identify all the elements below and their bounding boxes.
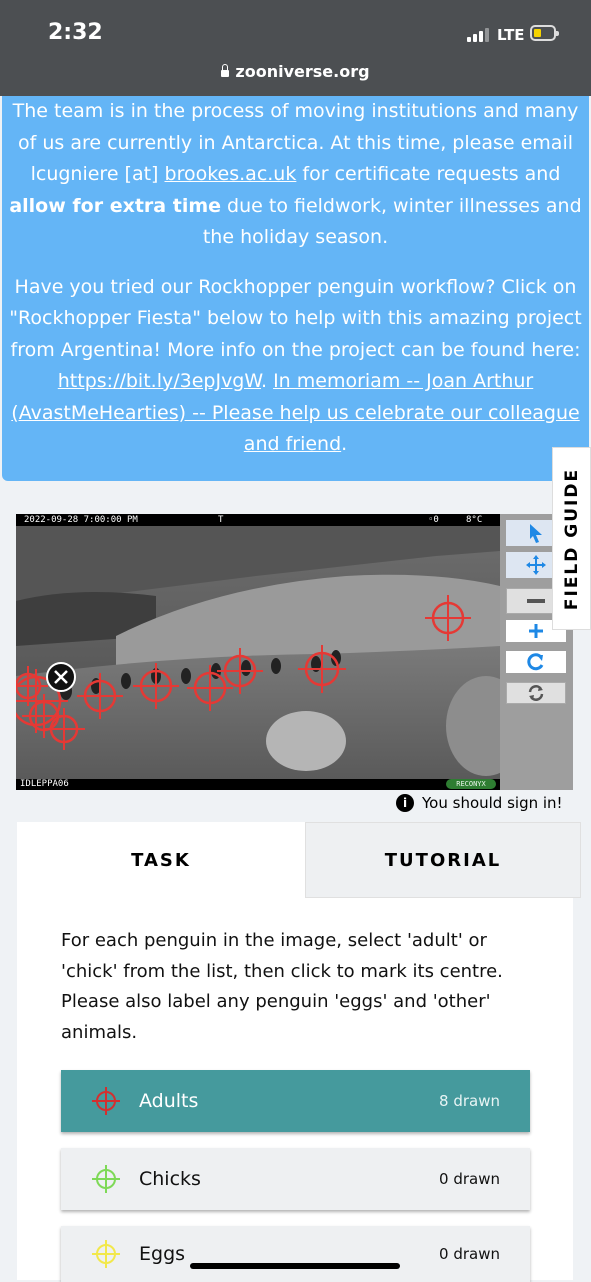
minus-icon xyxy=(527,598,545,604)
reset-button[interactable] xyxy=(506,682,566,704)
banner-text: Have you tried our Rockhopper penguin workflow? Click on "Rockhopper Fiesta" below to help with this amazing project from Argentina! More info on the project can be found here: xyxy=(9,275,582,361)
tool-chicks[interactable] xyxy=(61,1148,530,1210)
banner-text: . xyxy=(341,433,348,455)
banner-text: The team is in the process of moving institutions and many of us are currently in Antarctica. At this time, please email lcugniere [at] xyxy=(12,100,579,185)
tool-count: 0 drawn xyxy=(439,1245,500,1263)
clock: 2:32 xyxy=(48,20,103,45)
camera-temperature: 8°C xyxy=(466,515,483,525)
plus-icon xyxy=(528,623,544,639)
rotate-button[interactable] xyxy=(506,651,566,673)
announcement-banner xyxy=(2,96,589,481)
task-panel xyxy=(17,822,573,1280)
tool-adults[interactable] xyxy=(61,1070,530,1132)
url-text: zooniverse.org xyxy=(235,62,370,81)
crosshair-icon xyxy=(91,1164,121,1194)
tool-eggs[interactable] xyxy=(61,1226,530,1282)
crosshair-icon xyxy=(91,1086,121,1116)
banner-text: due to fieldwork, winter illnesses and the holiday season. xyxy=(202,194,582,248)
banner-paragraph-2 xyxy=(2,272,589,461)
sign-in-text: You should sign in! xyxy=(422,794,563,812)
network-type: LTE xyxy=(497,26,525,44)
lock-icon xyxy=(221,70,229,77)
banner-bold-text: allow for extra time xyxy=(9,194,222,217)
field-guide-tab[interactable] xyxy=(552,447,591,630)
signal-icon xyxy=(467,26,491,42)
task-instructions: For each penguin in the image, select 'adult' or 'chick' from the list, then click to mark its centre. Please also label any penguin 'eggs' and 'other' animals. xyxy=(61,930,503,1043)
home-indicator xyxy=(190,1263,400,1269)
camera-brand-logo: RECONYX xyxy=(446,779,496,789)
tab-tutorial[interactable]: TUTORIAL xyxy=(305,822,581,898)
email-domain-link[interactable]: brookes.ac.uk xyxy=(164,163,297,185)
camera-footer xyxy=(16,779,500,790)
project-info-link[interactable]: https://bit.ly/3epJvgW xyxy=(57,370,261,392)
status-bar xyxy=(0,0,591,96)
info-icon: i xyxy=(396,794,414,812)
subject-image-viewer[interactable] xyxy=(16,514,500,790)
close-icon xyxy=(48,664,74,690)
memoriam-link[interactable]: In memoriam -- Joan Arthur (AvastMeHearties) -- Please help us celebrate our colleague and friend xyxy=(11,370,580,455)
tool-count: 8 drawn xyxy=(439,1092,500,1110)
banner-text: for certificate requests and xyxy=(296,163,561,185)
camera-info-bar xyxy=(16,514,500,526)
camera-id: IDLEPPA06 xyxy=(20,779,69,789)
tool-label: Chicks xyxy=(139,1168,201,1190)
sign-in-notice[interactable] xyxy=(396,794,563,812)
camera-flag: T xyxy=(218,515,224,525)
field-guide-label: FIELD GUIDE xyxy=(561,467,582,610)
penguin-colony-photo[interactable] xyxy=(16,526,500,779)
battery-icon xyxy=(530,25,556,41)
tool-label: Eggs xyxy=(139,1243,186,1265)
move-icon xyxy=(525,554,547,576)
rotate-icon xyxy=(527,653,545,671)
tool-label: Adults xyxy=(139,1090,199,1112)
banner-text: . xyxy=(260,370,274,392)
url-bar[interactable] xyxy=(0,62,591,81)
crosshair-icon xyxy=(91,1239,121,1269)
delete-mark-button[interactable] xyxy=(46,662,76,692)
tool-count: 0 drawn xyxy=(439,1170,500,1188)
camera-datetime: 2022-09-28 7:00:00 PM xyxy=(24,515,138,525)
refresh-icon xyxy=(527,684,545,702)
tab-task[interactable]: TASK xyxy=(17,822,305,898)
banner-paragraph-1 xyxy=(2,96,589,254)
moon-phase: ◦0 xyxy=(428,515,439,525)
pointer-icon xyxy=(528,523,544,543)
